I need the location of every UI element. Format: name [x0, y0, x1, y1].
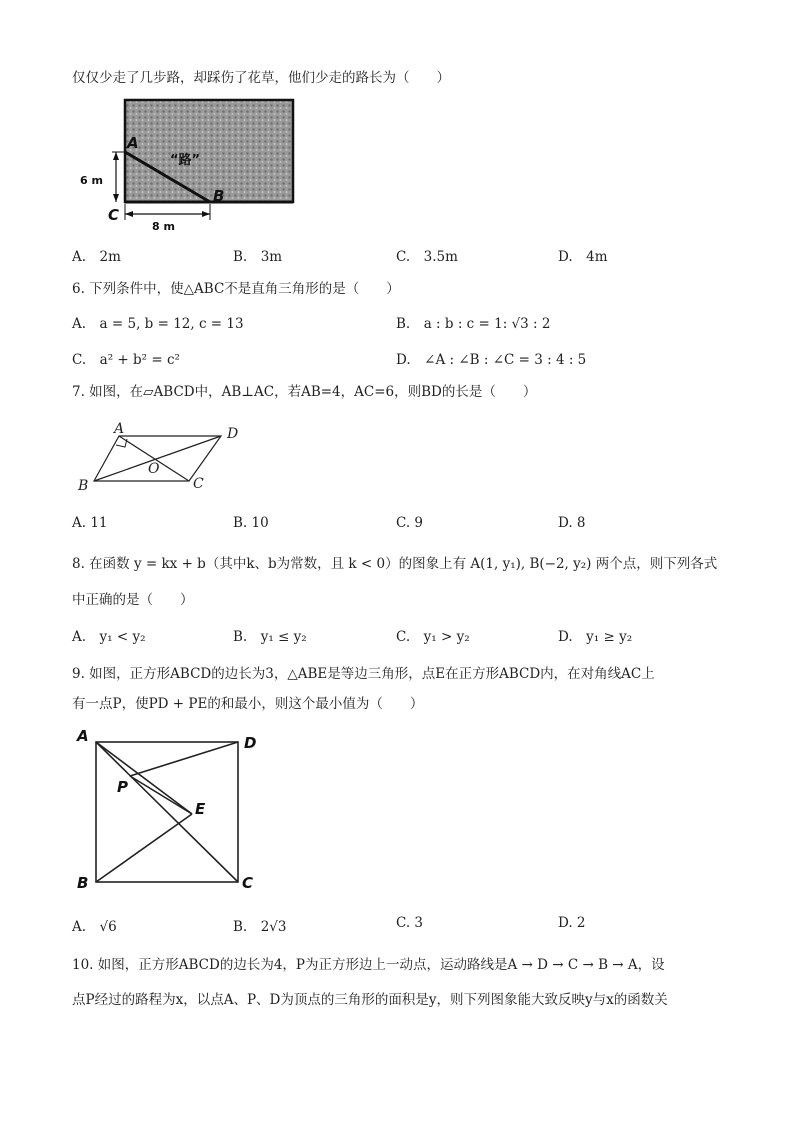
q7-label-c: C [193, 476, 204, 492]
q5-option-d: D. 4m [558, 249, 608, 265]
q6-stem: 6. 下列条件中，使△ABC不是直角三角形的是（ ） [72, 281, 400, 297]
q8-option-a: A. y₁ < y₂ [72, 629, 146, 645]
q7-label-b: B [78, 478, 89, 494]
q10-stem-line1: 10. 如图，正方形ABCD的边长为4，P为正方形边上一动点，运动路线是A → D → C → B → A，设 [72, 957, 665, 973]
q5-label-width: 8 m [152, 220, 175, 233]
q7-option-b: B. 10 [233, 515, 269, 531]
q5-label-a: A [127, 134, 139, 152]
q5-label-c: C [108, 206, 120, 224]
q9-label-b: B [77, 874, 89, 892]
q9-option-d: D. 2 [558, 915, 586, 931]
q5-stem-tail: 仅仅少走了几步路，却踩伤了花草，他们少走的路长为（ ） [72, 70, 450, 86]
q8-option-d: D. y₁ ≥ y₂ [558, 629, 633, 645]
q7-label-a: A [114, 421, 125, 437]
lawn-region [125, 100, 293, 202]
q9-option-c: C. 3 [396, 915, 424, 931]
q9-label-e: E [195, 800, 206, 818]
q5-label-height: 6 m [80, 174, 103, 187]
q7-label-o: O [148, 461, 160, 477]
q5-option-c: C. 3.5m [396, 249, 458, 265]
q6-option-d: D. ∠A : ∠B : ∠C = 3 : 4 : 5 [396, 352, 587, 368]
q5-figure [78, 92, 308, 232]
q8-stem-line1: 8. 在函数 y = kx + b（其中k、b为常数，且 k < 0）的图象上有 A(1, y₁), B(−2, y₂) 两个点，则下列各式 [72, 556, 718, 572]
q9-label-c: C [242, 874, 254, 892]
q5-label-road: “路” [170, 153, 201, 168]
q10-stem-line2: 点P经过的路程为x，以点A、P、D为顶点的三角形的面积是y，则下列图象能大致反映y与x的函数关 [72, 992, 668, 1008]
q5-option-a: A. 2m [72, 249, 121, 265]
q9-option-a: A. √6 [72, 919, 117, 935]
q9-stem-line1: 9. 如图，正方形ABCD的边长为3，△ABE是等边三角形，点E在正方形ABCD内，在对角线AC上 [72, 666, 655, 682]
q8-option-b: B. y₁ ≤ y₂ [233, 629, 307, 645]
q6-option-b: B. a : b : c = 1: √3 : 2 [396, 316, 551, 332]
q5-label-b: B [213, 187, 225, 205]
q8-stem-line2: 中正确的是（ ） [72, 592, 194, 608]
q9-stem-line2: 有一点P，使PD + PE的和最小，则这个最小值为（ ） [72, 696, 424, 712]
q7-option-a: A. 11 [72, 515, 108, 531]
q5-option-b: B. 3m [233, 249, 283, 265]
q9-label-d: D [244, 734, 257, 752]
q7-stem: 7. 如图，在▱ABCD中，AB⊥AC，若AB=4，AC=6，则BD的长是（ ） [72, 384, 537, 400]
q6-option-c: C. a² + b² = c² [72, 352, 180, 368]
q7-option-c: C. 9 [396, 515, 424, 531]
q6-option-a: A. a = 5, b = 12, c = 13 [72, 316, 244, 332]
q9-option-b: B. 2√3 [233, 919, 287, 935]
q7-label-d: D [227, 426, 239, 442]
q9-figure [74, 722, 274, 892]
q9-label-p: P [117, 778, 128, 796]
q7-option-d: D. 8 [558, 515, 586, 531]
q9-label-a: A [77, 727, 89, 745]
q7-figure [76, 418, 256, 498]
q8-option-c: C. y₁ > y₂ [396, 629, 470, 645]
